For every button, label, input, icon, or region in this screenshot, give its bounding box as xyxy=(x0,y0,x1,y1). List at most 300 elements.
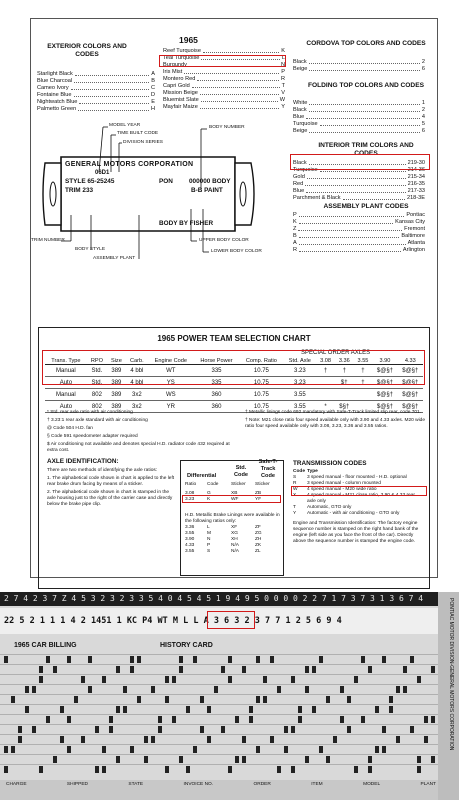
exterior-color-label: Capri Gold xyxy=(163,83,190,89)
punch-hole xyxy=(249,706,253,713)
exterior-color-label: Teal Turquoise xyxy=(163,55,200,61)
exterior-color-item xyxy=(163,69,285,76)
exterior-color-item xyxy=(37,85,155,92)
punch-hole xyxy=(221,726,225,733)
card-top-number: 2 7 4 2 3 7 Z 4 5 3 2 3 2 3 3 5 4 0 4 5 4 5 1 9 4 9 5 0 0 0 0 2 2 7 1 7 3 7 3 1 3 6 7 4 xyxy=(4,594,424,603)
punch-hole xyxy=(396,736,400,743)
diff-cell: ZH xyxy=(255,537,262,542)
power-cell: Std. xyxy=(87,377,107,389)
punch-hole xyxy=(95,726,99,733)
folding-color-item xyxy=(293,128,425,135)
exterior-title: EXTERIOR COLORS AND CODES xyxy=(47,43,127,58)
punch-hole xyxy=(361,656,365,663)
punch-hole xyxy=(256,656,260,663)
folding-color-label: Turquoise xyxy=(293,121,318,127)
card-side-text: PONTIAC MOTOR DIVISION-GENERAL MOTORS CORPORATION xyxy=(448,598,454,751)
punch-hole xyxy=(116,666,120,673)
plate-gm: GENERAL MOTORS CORPORATION xyxy=(65,161,194,168)
punch-hole xyxy=(4,766,8,773)
differential-box xyxy=(180,460,284,576)
diff-cell: G xyxy=(207,491,211,496)
punch-hole xyxy=(207,706,211,713)
trans-title: TRANSMISSION CODES xyxy=(293,460,367,467)
punch-hole xyxy=(4,746,8,753)
punch-hole xyxy=(67,716,71,723)
exterior-color-code: T xyxy=(281,83,285,89)
exterior-color-label: Starlight Black xyxy=(37,71,73,77)
punch-hole xyxy=(235,716,239,723)
punch-hole xyxy=(144,756,148,763)
axle-id-lines xyxy=(47,468,177,508)
power-cell: Manual xyxy=(45,389,87,401)
power-team-chart xyxy=(38,327,430,589)
label-body-style: BODY STYLE xyxy=(75,247,106,252)
punch-hole xyxy=(410,726,414,733)
punch-hole xyxy=(18,726,22,733)
trim-color-label: Red xyxy=(293,181,304,187)
card-bottom-label: INVOICE NO. xyxy=(183,782,214,787)
punch-hole xyxy=(347,696,351,703)
power-cell: 335 xyxy=(194,365,240,377)
punch-hole xyxy=(200,726,204,733)
punch-hole xyxy=(375,706,379,713)
punch-hole xyxy=(74,696,78,703)
punch-hole xyxy=(137,696,141,703)
trim-color-label: Turquoise xyxy=(293,167,318,173)
card-bottom-label: SHIPPED xyxy=(66,782,88,787)
punch-hole xyxy=(53,666,57,673)
folding-color-code: 4 xyxy=(421,114,425,120)
power-cell: Auto xyxy=(45,377,87,389)
plant-code: P xyxy=(293,212,297,218)
punch-hole xyxy=(326,756,330,763)
diff-cell: K xyxy=(207,497,211,502)
punch-hole xyxy=(305,686,309,693)
power-header-cell: 4.33 xyxy=(398,353,423,365)
punch-hole xyxy=(67,656,71,663)
punch-hole xyxy=(354,676,358,683)
power-cell: $@§† xyxy=(372,389,397,401)
power-header-cell: 3.90 xyxy=(372,353,397,365)
power-cell: † xyxy=(354,377,373,389)
power-cell: 3.23 xyxy=(283,377,316,389)
folding-title: FOLDING TOP COLORS AND CODES xyxy=(307,82,424,89)
trim-color-code: 218-3E xyxy=(406,195,425,201)
notes-left xyxy=(47,410,237,456)
exterior-color-code: V xyxy=(281,90,285,96)
punch-hole xyxy=(32,726,36,733)
diff-cell: 3.55 xyxy=(185,549,195,554)
folding-color-code: 5 xyxy=(421,121,425,127)
punch-hole xyxy=(158,726,162,733)
punch-hole xyxy=(151,736,155,743)
power-cell: 3.55 xyxy=(283,401,316,413)
card-rule xyxy=(0,694,438,695)
label-model-year: MODEL YEAR xyxy=(109,123,141,128)
plant-name: Kansas City xyxy=(395,219,425,225)
exterior-color-code: H xyxy=(150,106,155,112)
power-cell: † xyxy=(354,365,373,377)
diff-cell: ZK xyxy=(255,543,262,548)
power-cell: 4 bbl xyxy=(126,365,148,377)
card-history: HISTORY CARD xyxy=(160,642,213,649)
exterior-color-item xyxy=(163,90,285,97)
punch-hole xyxy=(284,726,288,733)
cordova-color-item xyxy=(293,59,425,66)
power-header-cell: 3.08 xyxy=(316,353,335,365)
power-cell: 360 xyxy=(194,401,240,413)
exterior-color-label: Palmetto Green xyxy=(37,106,77,112)
axle-id-line: 2. The alphabetical code shown in chart is stamped in the axle housing just to the right of the carrier case and directly below the brake pipe clip. xyxy=(47,490,173,507)
punch-hole xyxy=(60,736,64,743)
punch-hole xyxy=(242,756,246,763)
punch-hole xyxy=(277,686,281,693)
trim-color-item xyxy=(293,188,425,195)
trim-color-label: Gold xyxy=(293,174,305,180)
punch-hole xyxy=(431,756,435,763)
punch-hole xyxy=(165,676,169,683)
punch-hole xyxy=(67,746,71,753)
diff-cell: XH xyxy=(231,537,238,542)
exterior-color-label: Mayfair Maize xyxy=(163,104,198,110)
folding-color-code: 1 xyxy=(421,100,425,106)
punch-hole xyxy=(46,716,50,723)
punch-hole xyxy=(431,716,435,723)
plate-body-no: 000000 BODY xyxy=(189,178,231,185)
trans-id: Engine and Transmission Identification: The factory engine sequence number is stamped on the right hand bank of the engine (left side as you face the front of the car). Directly above the sequence number is stamped the engine code. xyxy=(293,521,419,544)
label-lower-color: LOWER BODY COLOR xyxy=(211,249,262,254)
plant-code: R xyxy=(293,247,298,253)
cordova-title: CORDOVA TOP COLORS AND CODES xyxy=(306,40,426,47)
diff-cell: N/A xyxy=(231,549,239,554)
punch-hole xyxy=(186,766,190,773)
diff-cell: 3.90 xyxy=(185,537,195,542)
cordova-color-code: 6 xyxy=(421,66,425,72)
cordova-color-label: Black xyxy=(293,59,307,65)
card-bottom-label: ORDER xyxy=(253,782,271,787)
exterior-color-code: N xyxy=(280,62,285,68)
highlight-teal-turquoise xyxy=(159,55,286,67)
plant-name: Baltimore xyxy=(401,233,425,239)
diff-cell: YF xyxy=(255,497,262,502)
card-rule xyxy=(0,724,438,725)
notes-right xyxy=(245,410,425,432)
punch-hole xyxy=(186,706,190,713)
exterior-color-code: W xyxy=(279,97,285,103)
year-heading: 1965 xyxy=(179,35,198,45)
plant-name: Fremont xyxy=(404,226,425,232)
folding-color-label: Blue xyxy=(293,114,305,120)
punch-hole xyxy=(95,766,99,773)
exterior-color-label: Fontaine Blue xyxy=(37,92,72,98)
diff-cell: 3.36 xyxy=(185,525,195,530)
punch-hole xyxy=(389,696,393,703)
power-cell: $@§† xyxy=(372,377,397,389)
plant-code: K xyxy=(293,219,297,225)
card-bottom-label: ITEM xyxy=(311,782,323,787)
punch-hole xyxy=(256,696,260,703)
power-cell: 4 bbl xyxy=(126,377,148,389)
exterior-color-code: L xyxy=(281,55,285,61)
cordova-color-item xyxy=(293,66,425,73)
axle-identification xyxy=(47,458,177,510)
trans-row: R 3 speed manual - column mounted xyxy=(293,481,381,486)
punch-hole xyxy=(242,666,246,673)
punch-hole xyxy=(151,686,155,693)
punch-hole xyxy=(165,766,169,773)
card-rule xyxy=(0,734,438,735)
exterior-color-item xyxy=(163,104,285,111)
note-line: $ Air conditioning not available and denotes special H.D. radiator code 432 required at extra cost. xyxy=(47,442,230,453)
exterior-color-item xyxy=(163,48,285,55)
note-line: † 3.23:1 rear axle standard with air conditioning xyxy=(47,418,148,423)
card-billing: 1965 CAR BILLING xyxy=(14,642,77,649)
punch-hole xyxy=(263,696,267,703)
plate-paint: B-B PAINT xyxy=(191,187,223,194)
trim-color-code: 217-33 xyxy=(407,188,425,194)
trans-row: Y Automatic - with air conditioning - GTO only xyxy=(293,511,400,516)
punch-hole xyxy=(368,756,372,763)
punch-hole xyxy=(284,746,288,753)
punch-hole xyxy=(389,706,393,713)
label-time-built: TIME BUILT CODE xyxy=(117,131,159,136)
punch-hole xyxy=(25,706,29,713)
power-row xyxy=(45,389,423,401)
power-cell: Std. xyxy=(87,365,107,377)
highlight-wt-code xyxy=(207,611,255,629)
label-body-number: BODY NUMBER xyxy=(209,125,245,130)
punch-hole xyxy=(319,746,323,753)
trim-color-code: 214-36 xyxy=(407,167,425,173)
punch-hole xyxy=(291,676,295,683)
card-rule xyxy=(0,704,438,705)
power-cell: 3.23 xyxy=(283,365,316,377)
card-rule xyxy=(0,684,438,685)
power-cell: 802 xyxy=(87,389,107,401)
plate-style: STYLE 65-25245 xyxy=(65,178,115,185)
punch-hole xyxy=(11,746,15,753)
card-rule xyxy=(0,764,438,765)
trim-color-item xyxy=(293,174,425,181)
power-cell: 10.75 xyxy=(239,377,283,389)
punch-hole xyxy=(39,766,43,773)
punch-hole xyxy=(88,656,92,663)
punch-hole xyxy=(270,656,274,663)
plant-item xyxy=(293,240,425,247)
power-title: 1965 POWER TEAM SELECTION CHART xyxy=(157,334,311,343)
punch-hole xyxy=(116,756,120,763)
exterior-color-label: Mission Beige xyxy=(163,90,198,96)
punch-hole xyxy=(361,716,365,723)
plant-code: Z xyxy=(293,226,297,232)
diff-cell: 4.33 xyxy=(185,543,195,548)
power-header-cell: Size xyxy=(107,353,126,365)
exterior-color-label: Nightwatch Blue xyxy=(37,99,78,105)
plant-name: Atlanta xyxy=(407,240,425,246)
punch-hole xyxy=(102,766,106,773)
punch-hole xyxy=(312,666,316,673)
punch-hole xyxy=(18,736,22,743)
diff-cell: ZB xyxy=(255,491,262,496)
plant-item xyxy=(293,212,425,219)
exterior-color-label: Bluemist Slate xyxy=(163,97,199,103)
note-line: § Code 591 speedometer adapter required xyxy=(47,434,138,439)
power-cell xyxy=(316,389,335,401)
diff-cell: Code xyxy=(207,482,219,487)
trim-color-code: 219-30 xyxy=(407,160,425,166)
power-cell: 10.75 xyxy=(239,365,283,377)
highlight-header-row xyxy=(42,350,425,385)
special-axles-label: SPECIAL ORDER AXLES xyxy=(301,350,371,356)
plant-name: Arlington xyxy=(402,247,425,253)
punch-hole xyxy=(291,766,295,773)
punch-hole xyxy=(347,726,351,733)
exterior-color-code: R xyxy=(280,76,285,82)
note-line: † Metallic linings code 692 mandatory with Safe-T-Track limited slip rear, code 701. xyxy=(245,410,422,415)
exterior-color-item xyxy=(37,71,155,78)
power-cell: 3.55 xyxy=(283,389,316,401)
trim-color-item xyxy=(293,181,425,188)
note-line: * Std. rear axle ratio with air conditioning xyxy=(47,410,133,415)
folding-list xyxy=(293,100,425,135)
exterior-color-item xyxy=(37,92,155,99)
diff-cell: Ratio xyxy=(185,482,197,487)
punch-hole xyxy=(354,766,358,773)
punch-hole xyxy=(81,676,85,683)
punch-hole xyxy=(263,676,267,683)
cordova-list xyxy=(293,59,425,73)
diff-cell: XB xyxy=(231,491,238,496)
exterior-color-item xyxy=(37,78,155,85)
card-rule xyxy=(0,754,438,755)
trim-color-code: 216-35 xyxy=(407,181,425,187)
power-cell: YR xyxy=(148,401,194,413)
punch-hole xyxy=(4,656,8,663)
highlight-323 xyxy=(182,495,281,503)
power-cell: 335 xyxy=(194,377,240,389)
punch-hole xyxy=(228,676,232,683)
punch-hole xyxy=(53,756,57,763)
punch-hole xyxy=(193,656,197,663)
diff-row xyxy=(185,549,281,555)
punch-hole xyxy=(410,656,414,663)
punch-hole xyxy=(382,746,386,753)
punch-hole xyxy=(130,656,134,663)
punch-hole xyxy=(417,766,421,773)
power-header-cell: Horse Power xyxy=(194,353,240,365)
power-cell: † xyxy=(316,365,335,377)
diff-sub-row xyxy=(185,482,281,488)
punch-hole xyxy=(39,676,43,683)
card-bottom-label: PLANT xyxy=(420,782,436,787)
trans-row: W 4 speed manual - M20 wide ratio xyxy=(293,487,377,492)
axle-id-title: AXLE IDENTIFICATION: xyxy=(47,458,119,465)
diff-cell: N xyxy=(207,537,211,542)
power-header-cell: RPO xyxy=(87,353,107,365)
punch-hole xyxy=(368,666,372,673)
power-header-cell: Engine Code xyxy=(148,353,194,365)
folding-color-item xyxy=(293,121,425,128)
punch-hole xyxy=(130,746,134,753)
punch-hole xyxy=(179,666,183,673)
power-header-cell: Std. Axle xyxy=(283,353,316,365)
punch-hole xyxy=(109,716,113,723)
note-line: † Note: M21 close ratio four speed available only with 3.90 and 4.33 axles. M20 wide ratio four speed available only with 3.08, 3.23, 3.36 and 3.55 ratios. xyxy=(245,418,425,429)
punch-hole xyxy=(340,716,344,723)
trans-row: T Automatic, GTO only xyxy=(293,505,352,510)
diff-cell: ZF xyxy=(255,525,261,530)
punch-hole xyxy=(277,766,281,773)
plate-lines xyxy=(31,119,291,269)
punch-hole xyxy=(221,666,225,673)
exterior-color-item xyxy=(163,83,285,90)
punch-hole xyxy=(298,716,302,723)
diff-h3: Safe-T-Track Code xyxy=(258,459,278,479)
power-header-cell: 3.36 xyxy=(335,353,354,365)
punch-hole xyxy=(81,736,85,743)
punch-hole xyxy=(102,746,106,753)
trim-color-item xyxy=(293,195,425,202)
trim-title: INTERIOR TRIM COLORS AND CODES xyxy=(318,142,414,157)
punch-hole xyxy=(382,726,386,733)
punch-hole xyxy=(305,756,309,763)
punch-hole xyxy=(319,656,323,663)
power-cell: 389 xyxy=(107,377,126,389)
diff-cell: Sticker xyxy=(231,482,246,487)
power-cell: 389 xyxy=(107,365,126,377)
exterior-color-code: A xyxy=(151,71,155,77)
diff-subheader xyxy=(185,482,281,488)
punch-hole xyxy=(249,716,253,723)
punch-hole xyxy=(88,686,92,693)
diff-h1: Differential xyxy=(187,473,217,479)
diff-cell: XG xyxy=(231,531,238,536)
punch-hole xyxy=(256,746,260,753)
diff-cell: 3.23 xyxy=(185,497,195,502)
folding-color-item xyxy=(293,107,425,114)
punch-hole xyxy=(424,716,428,723)
punch-hole xyxy=(242,736,246,743)
plate-trim: TRIM 233 xyxy=(65,187,94,194)
punch-hole xyxy=(165,696,169,703)
exterior-color-item xyxy=(37,99,155,106)
exterior-color-label: Reef Turquoise xyxy=(163,48,201,54)
punch-hole xyxy=(431,666,435,673)
power-cell: 10.75 xyxy=(239,401,283,413)
trans-row: S 3 speed manual - floor mounted - H.D. optional xyxy=(293,475,407,480)
diff-cell: XF xyxy=(231,525,238,530)
punch-hole xyxy=(228,656,232,663)
power-cell: Auto xyxy=(45,401,87,413)
plant-code: A xyxy=(293,240,297,246)
card-bottom-label: MODEL xyxy=(363,782,381,787)
punch-hole xyxy=(123,686,127,693)
punch-hole xyxy=(179,756,183,763)
plant-item xyxy=(293,247,425,254)
power-cell: * xyxy=(316,401,335,413)
plant-item xyxy=(293,226,425,233)
punch-hole xyxy=(326,696,330,703)
power-cell xyxy=(354,389,373,401)
power-cell: 389 xyxy=(107,401,126,413)
diff-cell: N/A xyxy=(231,543,239,548)
plate-code: 06D1 xyxy=(95,170,110,176)
exterior-color-code: P xyxy=(281,69,285,75)
power-cell: † xyxy=(335,365,354,377)
diff-cell: P xyxy=(207,543,211,548)
card-rule xyxy=(0,664,438,665)
power-header-cell: Carb. xyxy=(126,353,148,365)
